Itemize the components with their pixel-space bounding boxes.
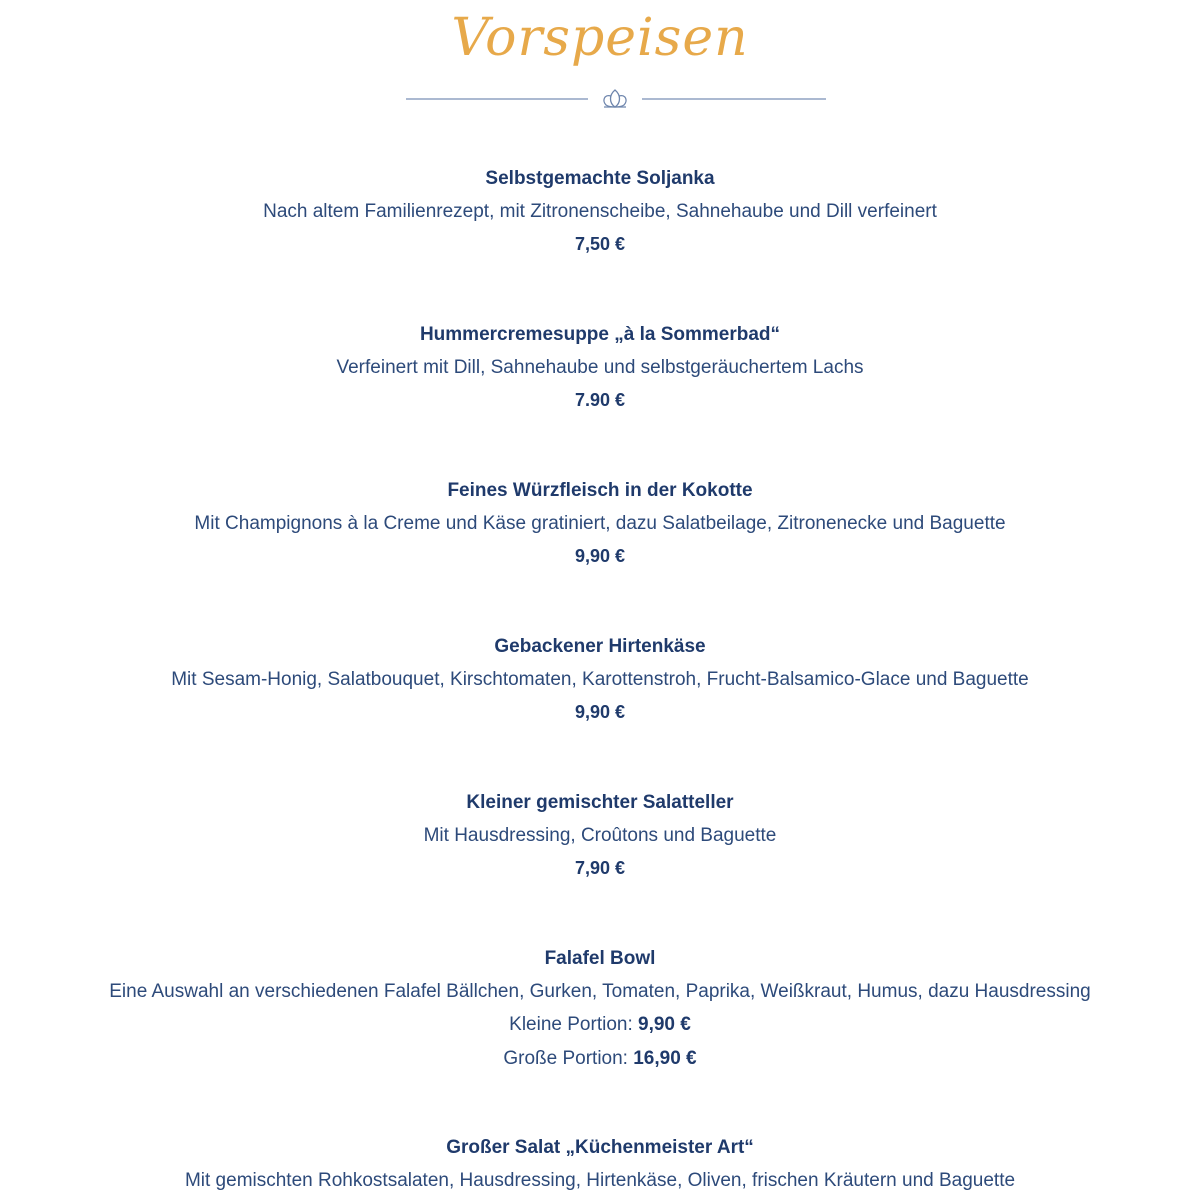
menu-item [0, 630, 1200, 729]
small-portion-price: 9,90 € [638, 1014, 691, 1035]
menu-item [0, 1131, 1200, 1197]
menu-item [0, 786, 1200, 885]
item-name: Selbstgemachte Soljanka [485, 168, 715, 189]
item-name: Kleiner gemischter Salatteller [466, 792, 734, 813]
large-portion-price: 16,90 € [633, 1048, 697, 1069]
menu-item [0, 474, 1200, 573]
menu-item [0, 942, 1200, 1076]
lotus-ornament-icon [604, 90, 626, 107]
small-portion-line [0, 1008, 1200, 1042]
menu-item [0, 318, 1200, 417]
item-description: Mit Sesam-Honig, Salatbouquet, Kirschtomaten, Karottenstroh, Frucht-Balsamico-Glace und Baguette [171, 669, 1029, 690]
item-name: Hummercremesuppe „à la Sommerbad“ [419, 324, 781, 345]
item-description: Mit Champignons à la Creme und Käse gratiniert, dazu Salatbeilage, Zitronenecke und Baguette [194, 513, 1006, 534]
large-portion-line [0, 1042, 1200, 1076]
item-description: Mit Hausdressing, Croûtons und Baguette [423, 825, 777, 846]
item-price: 9,90 € [574, 702, 626, 722]
section-divider [0, 86, 1200, 114]
item-description: Verfeinert mit Dill, Sahnehaube und selbstgeräuchertem Lachs [336, 357, 864, 378]
item-description: Eine Auswahl an verschiedenen Falafel Bällchen, Gurken, Tomaten, Paprika, Weißkraut, Humus, dazu Hausdressing [109, 981, 1091, 1002]
large-portion-label: Große Portion: [503, 1048, 628, 1069]
item-name: Falafel Bowl [544, 948, 656, 969]
item-price: 9,90 € [574, 546, 626, 566]
item-description: Mit gemischten Rohkostsalaten, Hausdressing, Hirtenkäse, Oliven, frischen Kräutern und Baguette [184, 1170, 1016, 1191]
item-name: Gebackener Hirtenkäse [494, 636, 706, 657]
small-portion-label: Kleine Portion: [509, 1014, 633, 1035]
item-description: Nach altem Familienrezept, mit Zitronenscheibe, Sahnehaube und Dill verfeinert [263, 201, 937, 222]
item-price: 7,90 € [574, 858, 626, 878]
section-title: Vorspeisen [451, 8, 749, 68]
menu-item [0, 162, 1200, 261]
item-name: Großer Salat „Küchenmeister Art“ [446, 1137, 754, 1158]
item-name: Feines Würzfleisch in der Kokotte [447, 480, 753, 501]
item-price: 7,50 € [574, 234, 626, 254]
item-price: 7.90 € [574, 390, 626, 410]
